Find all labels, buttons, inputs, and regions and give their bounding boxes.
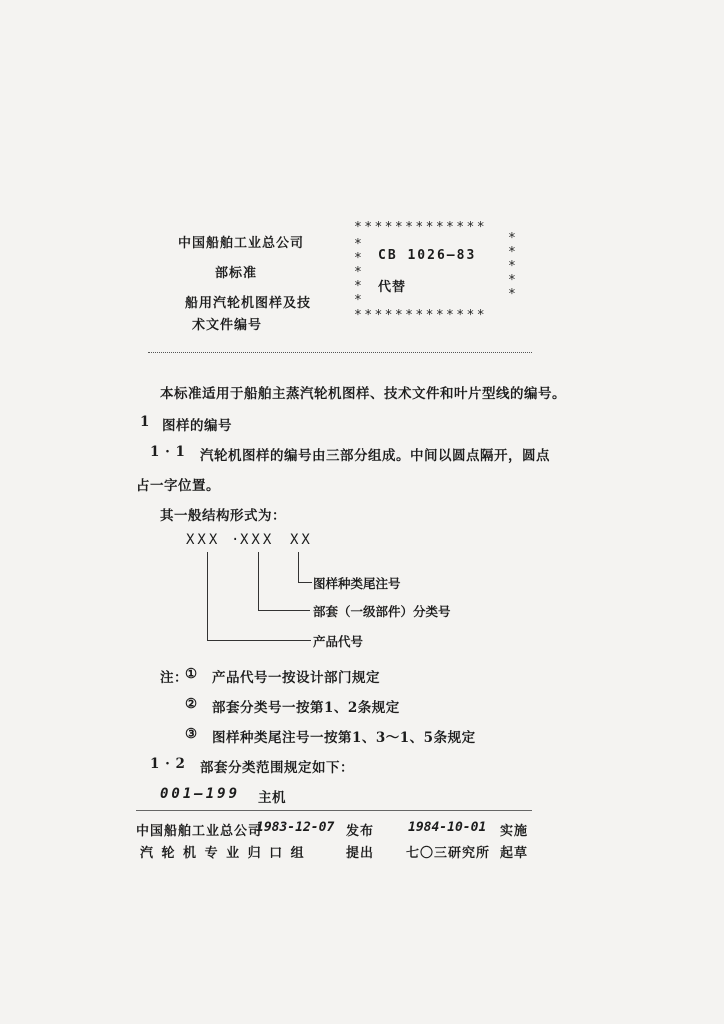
footer-proposer: 汽 轮 机 专 业 归 口 组: [140, 846, 306, 861]
label-product: 产品代号: [313, 634, 364, 649]
s12-number: 1 · 2: [150, 756, 186, 772]
star-border-bottom: *************: [354, 308, 487, 323]
format-part1: XXX: [186, 532, 221, 548]
bracket-product-vertical: [207, 552, 208, 640]
header-divider: [148, 352, 532, 353]
bracket-group-horizontal: [258, 610, 310, 611]
star-border-top: *************: [354, 220, 487, 235]
footer-propose-label: 提出: [346, 846, 375, 861]
section1-title: 图样的编号: [162, 418, 232, 434]
star-border-left: * * * * *: [354, 237, 362, 308]
note3-text: 图样种类尾注号一按第1、3～1、5条规定: [212, 730, 476, 746]
footer-impl-label: 实施: [500, 824, 529, 839]
doc-title-line1: 船用汽轮机图样及技: [185, 296, 312, 311]
footer-divider: [136, 810, 532, 811]
note2-text: 部套分类号一按第1、2条规定: [212, 700, 400, 716]
replaces-label: 代替: [378, 280, 407, 295]
format-part3: XX: [290, 532, 313, 548]
footer-draft-label: 起草: [500, 846, 529, 861]
org-name: 中国船舶工业总公司: [178, 236, 305, 251]
footer-issuer: 中国船舶工业总公司: [136, 824, 263, 839]
label-group: 部套（一级部件）分类号: [313, 604, 451, 619]
note1-mark: ①: [185, 666, 198, 682]
doc-title-line2: 术文件编号: [192, 318, 263, 333]
std-code-box: [354, 220, 522, 324]
bracket-product-horizontal: [207, 640, 311, 641]
bracket-suffix-vertical: [298, 552, 299, 582]
general-form-label: 其一般结构形式为：: [160, 508, 286, 524]
star-border-right: * * * * *: [508, 231, 516, 302]
s11-number: 1 · 1: [150, 444, 186, 460]
format-dot: ·: [231, 532, 240, 548]
s12-title: 部套分类范围规定如下：: [200, 760, 354, 776]
format-part2: XXX: [240, 532, 275, 548]
footer-issue-label: 发布: [346, 824, 375, 839]
footer-impl-date: 1984-10-01: [408, 820, 487, 835]
footer-issue-date: 1983-12-07: [256, 820, 335, 835]
note1-text: 产品代号一按设计部门规定: [212, 670, 380, 686]
s11-line2: 占一字位置。: [136, 478, 220, 494]
footer-drafter: 七〇三研究所: [406, 846, 491, 861]
note2-mark: ②: [185, 696, 198, 712]
std-code: CB 1026—83: [378, 248, 477, 263]
intro-text: 本标准适用于船舶主蒸汽轮机图样、技术文件和叶片型线的编号。: [160, 386, 566, 402]
bracket-group-vertical: [258, 552, 259, 610]
range-code: 001—199: [160, 786, 241, 802]
label-suffix: 图样种类尾注号: [313, 576, 401, 591]
s11-line1: 汽轮机图样的编号由三部分组成。中间以圆点隔开，圆点: [200, 448, 550, 464]
section1-number: 1: [140, 414, 150, 430]
notes-label: 注：: [160, 670, 188, 686]
bracket-suffix-horizontal: [298, 582, 312, 583]
std-type: 部标准: [215, 266, 258, 281]
range-label: 主机: [258, 790, 286, 806]
note3-mark: ③: [185, 726, 198, 742]
